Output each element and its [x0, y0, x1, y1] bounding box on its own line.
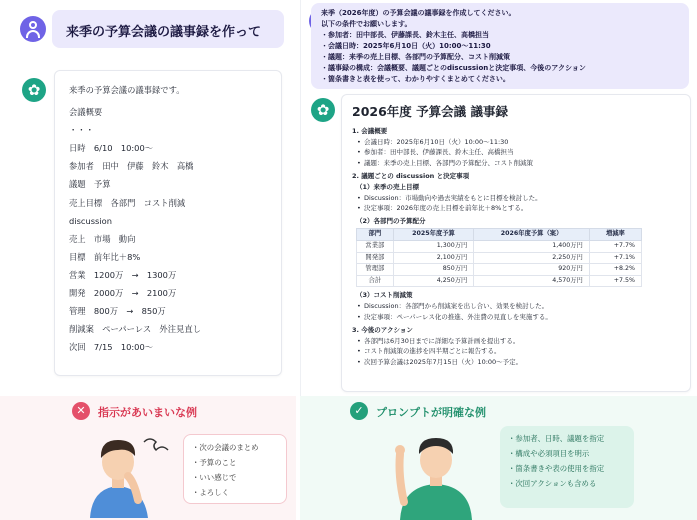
ambiguous-items-box: [183, 434, 287, 504]
table-cell: +7.5%: [589, 275, 641, 287]
check-icon: ✓: [350, 402, 368, 420]
actions-list: [352, 336, 680, 368]
bullet-item: • 決定事項：2026年度の売上目標を前年比＋8%とする。: [352, 203, 680, 214]
table-body: [357, 240, 642, 286]
section-actions: 3. 今後のアクション: [352, 326, 413, 335]
ambiguous-item: ・ 予算のこと: [192, 455, 278, 470]
response-line: 開発 2000万 → 2100万: [69, 288, 177, 299]
table-cell: 850万円: [393, 264, 474, 276]
cross-icon: ✕: [72, 402, 90, 420]
bullet-item: • コスト削減策の進捗を四半期ごとに報告する。: [352, 346, 680, 357]
ambiguous-example-panel: [0, 396, 296, 520]
bullet-item: • 各部門は6月30日までに詳細な予算計画を提出する。: [352, 336, 680, 347]
pointing-person-illustration: [382, 424, 492, 520]
sales-list: [352, 193, 680, 214]
table-cell: 1,400万円: [474, 240, 589, 252]
bullet-item: • 次回予算会議は2025年7月15日（火）10:00〜予定。: [352, 357, 680, 368]
table-cell: 開発部: [357, 252, 394, 264]
table-header-cell: 2026年度予算（案）: [474, 229, 589, 241]
response-line: ・・・: [69, 125, 94, 136]
ambiguous-item: ・ よろしく: [192, 485, 278, 500]
chatgpt-logo-icon: ✿: [22, 78, 46, 102]
prompt-line: ・箇条書きと表を使って、わかりやすくまとめてください。: [321, 75, 510, 83]
table-row: [357, 275, 642, 287]
table-cell: 管理部: [357, 264, 394, 276]
prompt-line: 来季（2026年度）の予算会議の議事録を作成してください。: [321, 9, 516, 17]
clear-item: ・ 参加者、日時、議題を指定: [508, 431, 626, 446]
assistant-response-card: [341, 94, 691, 392]
table-cell: 2,100万円: [393, 252, 474, 264]
table-row: [357, 264, 642, 276]
minutes-title: 2026年度 予算会議 議事録: [352, 104, 508, 119]
ambiguous-heading: 指示があいまいな例: [98, 406, 197, 419]
section-overview: 1. 会議概要: [352, 127, 388, 135]
table-cell: 2,250万円: [474, 252, 589, 264]
response-line: 管理 800万 → 850万: [69, 306, 166, 317]
response-line: 営業 1200万 → 1300万: [69, 269, 177, 280]
clear-item: ・ 構成や必須項目を明示: [508, 446, 626, 461]
table-cell: +7.7%: [589, 240, 641, 252]
table-cell: 営業部: [357, 240, 394, 252]
table-header-cell: 部門: [357, 229, 394, 241]
overview-list: [352, 137, 680, 169]
prompt-line: 以下の条件でお願いします。: [321, 20, 412, 28]
bullet-item: • Discussion：市場動向や過去実績をもとに目標を検討した。: [352, 193, 680, 204]
cost-list: [352, 301, 680, 322]
chatgpt-logo-icon: ✿: [311, 98, 335, 122]
assistant-response-card: [54, 70, 282, 376]
response-line: 次回 7/15 10:00〜: [69, 342, 154, 353]
prompt-line: ・会議日時：2025年6月10日（火）10:00〜11:30: [321, 42, 491, 50]
prompt-line: ・参加者：田中部長、伊藤課長、鈴木主任、高橋担当: [321, 31, 489, 39]
bullet-item: • 議題：来季の売上目標、各部門の予算配分、コスト削減策: [352, 158, 680, 169]
clear-heading: プロンプトが明確な例: [376, 406, 486, 419]
table-cell: 4,250万円: [393, 275, 474, 287]
clear-example-panel: [300, 396, 697, 520]
user-prompt-bubble: 来季の予算会議の議事録を作って: [52, 10, 284, 48]
response-line: 売上目標 各部門 コスト削減: [69, 197, 186, 208]
prompt-lines: [321, 8, 679, 85]
response-line: 目標 前年比＋8%: [69, 251, 141, 262]
table-header-cell: 2025年度予算: [393, 229, 474, 241]
subsection-sales: （1）来季の売上目標: [356, 182, 420, 191]
table-cell: 1,300万円: [393, 240, 474, 252]
table-cell: 4,570万円: [474, 275, 589, 287]
clear-item: ・ 箇条書きや表の使用を指定: [508, 461, 626, 476]
table-header-row: [357, 229, 642, 241]
response-line: 会議概要: [69, 107, 103, 118]
response-line: 削減案 ペーパーレス 外注見直し: [69, 324, 201, 335]
table-header-cell: 増減率: [589, 229, 641, 241]
prompt-line: ・議事録の構成：会議概要、議題ごとのdiscussionと決定事項、今後のアクション: [321, 64, 586, 72]
response-line: 売上 市場 動向: [69, 233, 136, 244]
table-cell: +8.2%: [589, 264, 641, 276]
bullet-item: • 会議日時：2025年6月10日（火）10:00〜11:30: [352, 137, 680, 148]
response-line: 参加者 田中 伊藤 鈴木 高橋: [69, 161, 194, 172]
response-line: 来季の予算会議の議事録です。: [69, 85, 185, 95]
user-prompt-bubble: [311, 3, 689, 89]
table-cell: +7.1%: [589, 252, 641, 264]
response-lines: [69, 81, 267, 356]
section-discussion: 2. 議題ごとの discussion と決定事項: [352, 172, 470, 181]
response-line: 日時 6/10 10:00〜: [69, 143, 154, 154]
bullet-item: • Discussion：各部門から削減案を出し合い、効果を検討した。: [352, 301, 680, 312]
clear-items-box: [500, 426, 634, 508]
table-cell: 合計: [357, 275, 394, 287]
table-row: [357, 240, 642, 252]
bullet-item: • 決定事項：ペーパーレス化の推進、外注費の見直しを実施する。: [352, 312, 680, 323]
ambiguous-item: ・ 次の会議のまとめ: [192, 440, 278, 455]
clear-item: ・ 次回アクションも含める: [508, 476, 626, 491]
bullet-item: • 参加者：田中部長、伊藤課長、鈴木主任、高橋担当: [352, 147, 680, 158]
ambiguous-item: ・ いい感じで: [192, 470, 278, 485]
response-line: discussion: [69, 215, 112, 226]
response-line: 議題 予算: [69, 179, 111, 190]
table-row: [357, 252, 642, 264]
budget-table: [356, 228, 642, 287]
table-cell: 920万円: [474, 264, 589, 276]
subsection-cost: （3）コスト削減策: [356, 291, 413, 300]
user-avatar: [20, 16, 46, 42]
subsection-budget: （2）各部門の予算配分: [356, 216, 426, 225]
prompt-line: ・議題：来季の売上目標、各部門の予算配分、コスト削減策: [321, 53, 510, 61]
confused-person-illustration: [70, 426, 170, 518]
